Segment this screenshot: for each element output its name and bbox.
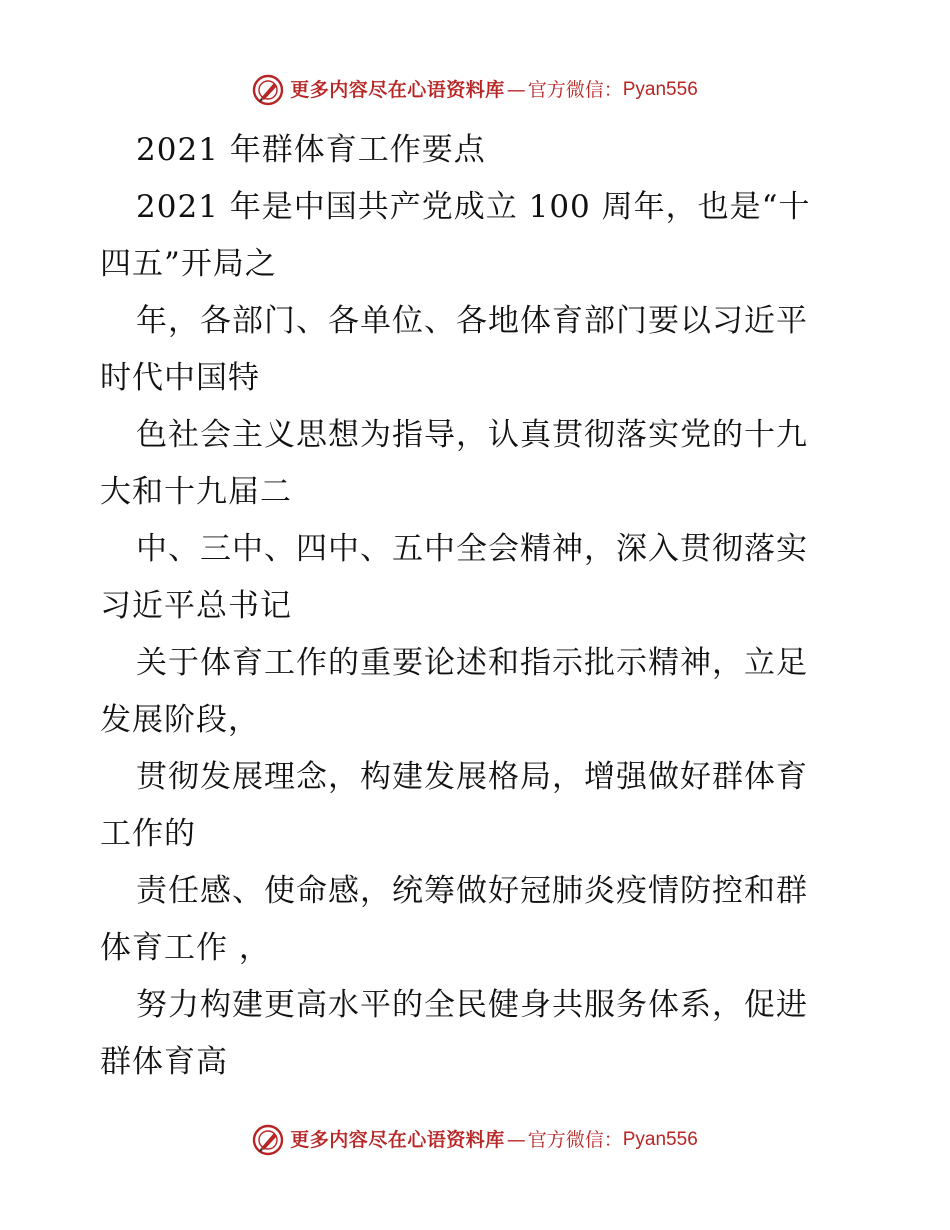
- quill-logo-icon: [252, 1124, 284, 1156]
- paragraph-line: 色社会主义思想为指导，认真贯彻落实党的十九: [136, 417, 808, 453]
- watermark-wechat-label: 官方微信：: [527, 1129, 623, 1151]
- document-body: [100, 122, 852, 1091]
- paragraph-line: 中、三中、四中、五中全会精神，深入贯彻落实: [136, 531, 808, 567]
- quill-logo-icon: [252, 74, 284, 106]
- paragraph-line: 发展阶段，: [100, 702, 260, 738]
- watermark-main-text: 更多内容尽在心语资料库: [290, 1129, 505, 1151]
- paragraph-line: 2021 年是中国共产党成立 100 周年，也是“十: [136, 189, 811, 225]
- watermark-main-text: 更多内容尽在心语资料库: [290, 79, 505, 101]
- paragraph-line: 努力构建更高水平的全民健身共服务体系，促进: [136, 987, 808, 1023]
- document-title: 2021 年群体育工作要点: [136, 132, 486, 168]
- paragraph-line: 群体育高: [100, 1044, 228, 1080]
- paragraph-line: 大和十九届二: [100, 474, 292, 510]
- paragraph-line: 责任感、使命感，统筹做好冠肺炎疫情防控和群: [136, 873, 808, 909]
- paragraph-line: 四五”开局之: [100, 246, 277, 282]
- paragraph-line: 关于体育工作的重要论述和指示批示精神，立足: [136, 645, 808, 681]
- watermark-dash: —: [506, 1129, 526, 1151]
- watermark-account: Pyan556: [622, 79, 698, 100]
- paragraph-line: 工作的: [100, 816, 196, 852]
- paragraph-line: 时代中国特: [100, 360, 260, 396]
- watermark-dash: —: [506, 79, 526, 101]
- paragraph-line: 习近平总书记: [100, 588, 292, 624]
- footer-watermark: [0, 1120, 950, 1160]
- watermark-account: Pyan556: [622, 1129, 698, 1150]
- paragraph-line: 贯彻发展理念，构建发展格局，增强做好群体育: [136, 759, 808, 795]
- paragraph-line: 年，各部门、各单位、各地体育部门要以习近平: [136, 303, 808, 339]
- watermark-wechat-label: 官方微信：: [527, 79, 623, 101]
- header-watermark: [0, 70, 950, 110]
- paragraph-line: 体育工作 ，: [100, 930, 271, 966]
